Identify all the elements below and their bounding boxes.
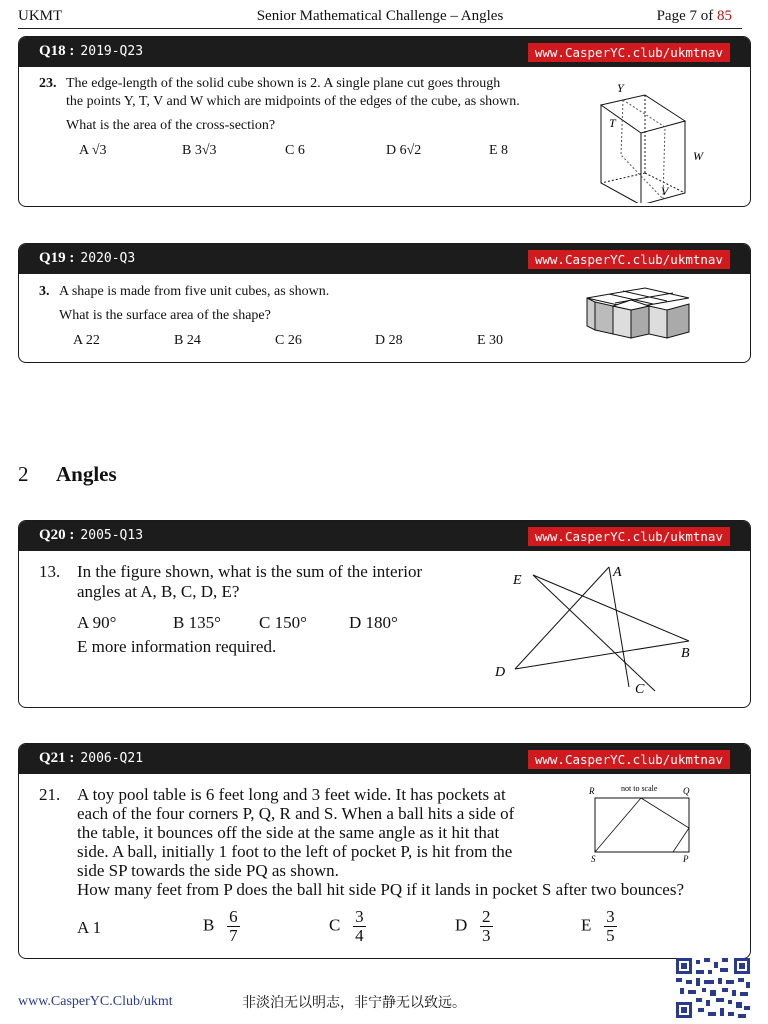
option-c[interactable]: C $\frac{3}{4}$: [329, 907, 364, 945]
footer-motto: 非淡泊无以明志，非宁静无以致远。: [242, 995, 466, 1011]
option-c[interactable]: C 6: [285, 143, 305, 158]
section-heading: 2 Angles: [18, 462, 117, 486]
answer-options: [77, 613, 398, 633]
question-number: 23.: [39, 76, 57, 91]
question-box-q18: [18, 36, 751, 207]
option-b[interactable]: B $\frac{6}{7}$: [203, 907, 238, 945]
ukmtnav-link[interactable]: www.CasperYC.club/ukmtnav: [528, 43, 730, 62]
option-b[interactable]: B 135°: [173, 613, 221, 632]
label-v: V: [661, 184, 669, 198]
question-bar: [19, 744, 750, 774]
option-e[interactable]: E more information required.: [77, 637, 277, 656]
option-e[interactable]: E 8: [489, 143, 509, 158]
page-number: Page 7 of 85: [656, 8, 732, 24]
question-box-q19: [18, 243, 751, 363]
question-text-line: side. A ball, initially 1 foot to the left of pocket P, is hit from the: [77, 842, 513, 861]
option-e[interactable]: E $\frac{3}{5}$: [581, 907, 615, 945]
question-text-line: side SP towards the side PQ as shown.: [77, 861, 339, 880]
cube-figure: [593, 75, 733, 203]
label-p: P: [683, 854, 689, 864]
question-text-line: each of the four corners P, Q, R and S. When a ball hits a side of: [77, 804, 515, 823]
question-number: 13.: [39, 562, 61, 581]
question-bar: [19, 521, 750, 551]
option-d[interactable]: D 6√2: [386, 143, 422, 158]
question-number: 3.: [39, 284, 50, 299]
option-b[interactable]: B 24: [174, 333, 201, 348]
label-s: S: [591, 854, 596, 864]
label-y: Y: [617, 81, 624, 95]
page-header: [18, 6, 742, 28]
label-r: R: [589, 786, 595, 796]
star-figure: [489, 557, 729, 697]
option-e[interactable]: E 30: [477, 333, 504, 348]
not-to-scale-note: not to scale: [621, 784, 658, 793]
option-a[interactable]: A √3: [79, 143, 107, 158]
question-bar: [19, 244, 750, 274]
header-rule: [18, 28, 742, 29]
question-text-line: The edge-length of the solid cube shown is 2. A single plane cut goes through: [66, 76, 501, 91]
question-label: Q18 : 2019-Q23: [39, 43, 144, 59]
option-a[interactable]: A 1: [77, 918, 102, 937]
question-prompt: How many feet from P does the ball hit side PQ if it lands in pocket S after two bounces?: [77, 880, 684, 899]
option-d[interactable]: D 28: [375, 333, 403, 348]
option-a[interactable]: A 90°: [77, 613, 117, 632]
label-w: W: [693, 149, 703, 163]
question-label: Q21 : 2006-Q21: [39, 750, 144, 766]
ukmtnav-link[interactable]: www.CasperYC.club/ukmtnav: [528, 527, 730, 546]
ukmtnav-link[interactable]: www.CasperYC.club/ukmtnav: [528, 750, 730, 769]
question-prompt: What is the surface area of the shape?: [59, 308, 271, 323]
footer-link[interactable]: www.CasperYC.Club/ukmt: [18, 994, 173, 1009]
header-left: UKMT: [18, 8, 63, 24]
question-label: Q19 : 2020-Q3: [39, 250, 136, 266]
question-text-line: the points Y, T, V and W which are midpoints of the edges of the cube, as shown.: [66, 94, 520, 109]
label-b: B: [681, 646, 690, 661]
label-q: Q: [683, 786, 690, 796]
header-title: Senior Mathematical Challenge – Angles: [256, 8, 504, 24]
label-d: D: [495, 665, 506, 680]
question-box-q21: [18, 743, 751, 959]
question-text-line: In the figure shown, what is the sum of the interior: [77, 562, 423, 581]
label-t: T: [609, 116, 616, 130]
answer-options: [79, 142, 508, 160]
label-e: E: [513, 573, 522, 588]
question-box-q20: [18, 520, 751, 708]
question-text-line: A toy pool table is 6 feet long and 3 feet wide. It has pockets at: [77, 785, 506, 804]
question-text-line: A shape is made from five unit cubes, as shown.: [59, 284, 330, 299]
ukmtnav-link[interactable]: www.CasperYC.club/ukmtnav: [528, 250, 730, 269]
question-text-line: the table, it bounces off the side at the same angle as it hit that: [77, 823, 500, 842]
label-c: C: [635, 682, 645, 697]
answer-options: [73, 332, 503, 350]
question-label: Q20 : 2005-Q13: [39, 527, 144, 543]
option-c[interactable]: C 26: [275, 333, 302, 348]
option-c[interactable]: C 150°: [259, 613, 307, 632]
question-number: 21.: [39, 785, 61, 804]
option-d[interactable]: D $\frac{2}{3}$: [455, 907, 491, 945]
option-d[interactable]: D 180°: [349, 613, 398, 632]
option-b[interactable]: B 3√3: [182, 143, 217, 158]
option-a[interactable]: A 22: [73, 333, 100, 348]
question-bar: [19, 37, 750, 67]
question-prompt: What is the area of the cross-section?: [66, 118, 276, 133]
five-cubes-figure: [585, 286, 715, 348]
question-text-line: angles at A, B, C, D, E?: [77, 582, 240, 601]
qr-code-icon[interactable]: [676, 958, 750, 1018]
pool-table-figure: [585, 782, 715, 868]
label-a: A: [613, 565, 622, 580]
